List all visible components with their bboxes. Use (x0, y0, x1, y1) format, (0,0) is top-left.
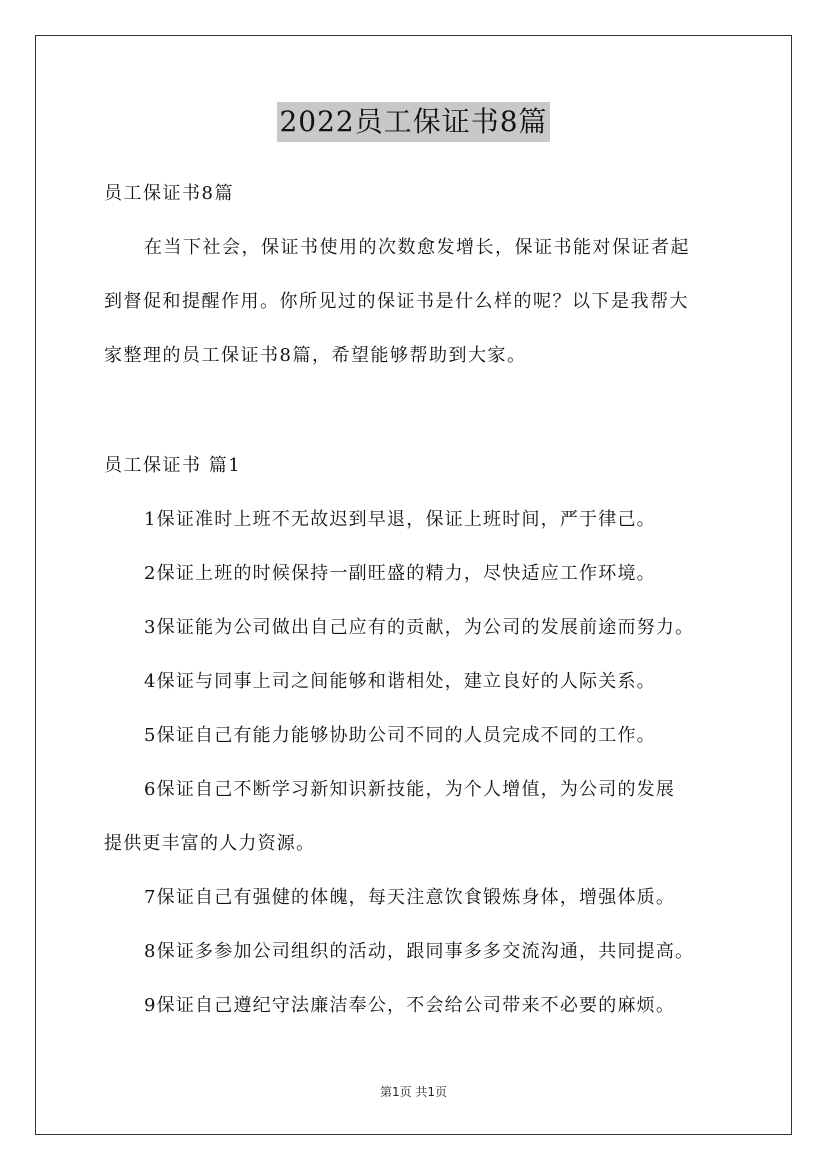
document-title: 2022员工保证书8篇 (277, 102, 549, 142)
document-subtitle: 员工保证书8篇 (104, 183, 234, 204)
pledge-item-continuation: 提供更丰富的人力资源。 (104, 833, 316, 854)
intro-paragraph (104, 228, 744, 390)
pledge-item: 2保证上班的时候保持一副旺盛的精力，尽快适应工作环境。 (144, 563, 656, 584)
pledge-item: 4保证与同事上司之间能够和谐相处，建立良好的人际关系。 (144, 671, 656, 692)
pledge-list (104, 500, 744, 1040)
pledge-item: 6保证自己不断学习新知识新技能，为个人增值，为公司的发展 (144, 779, 676, 800)
pledge-item: 1保证准时上班不无故迟到早退，保证上班时间，严于律己。 (144, 509, 656, 530)
pledge-item: 9保证自己遵纪守法廉洁奉公，不会给公司带来不必要的麻烦。 (144, 995, 676, 1016)
pledge-item: 7保证自己有强健的体魄，每天注意饮食锻炼身体，增强体质。 (144, 887, 676, 908)
intro-line: 家整理的员工保证书8篇，希望能够帮助到大家。 (104, 345, 527, 366)
intro-line: 在当下社会，保证书使用的次数愈发增长，保证书能对保证者起 (144, 237, 690, 258)
page-footer: 第1页 共1页 (379, 1085, 448, 1099)
pledge-item: 5保证自己有能力能够协助公司不同的人员完成不同的工作。 (144, 725, 656, 746)
pledge-item: 8保证多参加公司组织的活动，跟同事多多交流沟通，共同提高。 (144, 941, 695, 962)
title-container (0, 102, 827, 142)
section-heading: 员工保证书 篇1 (104, 455, 242, 476)
document-body (104, 174, 744, 1016)
pledge-item: 3保证能为公司做出自己应有的贡献，为公司的发展前途而努力。 (144, 617, 695, 638)
intro-line: 到督促和提醒作用。你所见过的保证书是什么样的呢？以下是我帮大 (104, 291, 689, 312)
